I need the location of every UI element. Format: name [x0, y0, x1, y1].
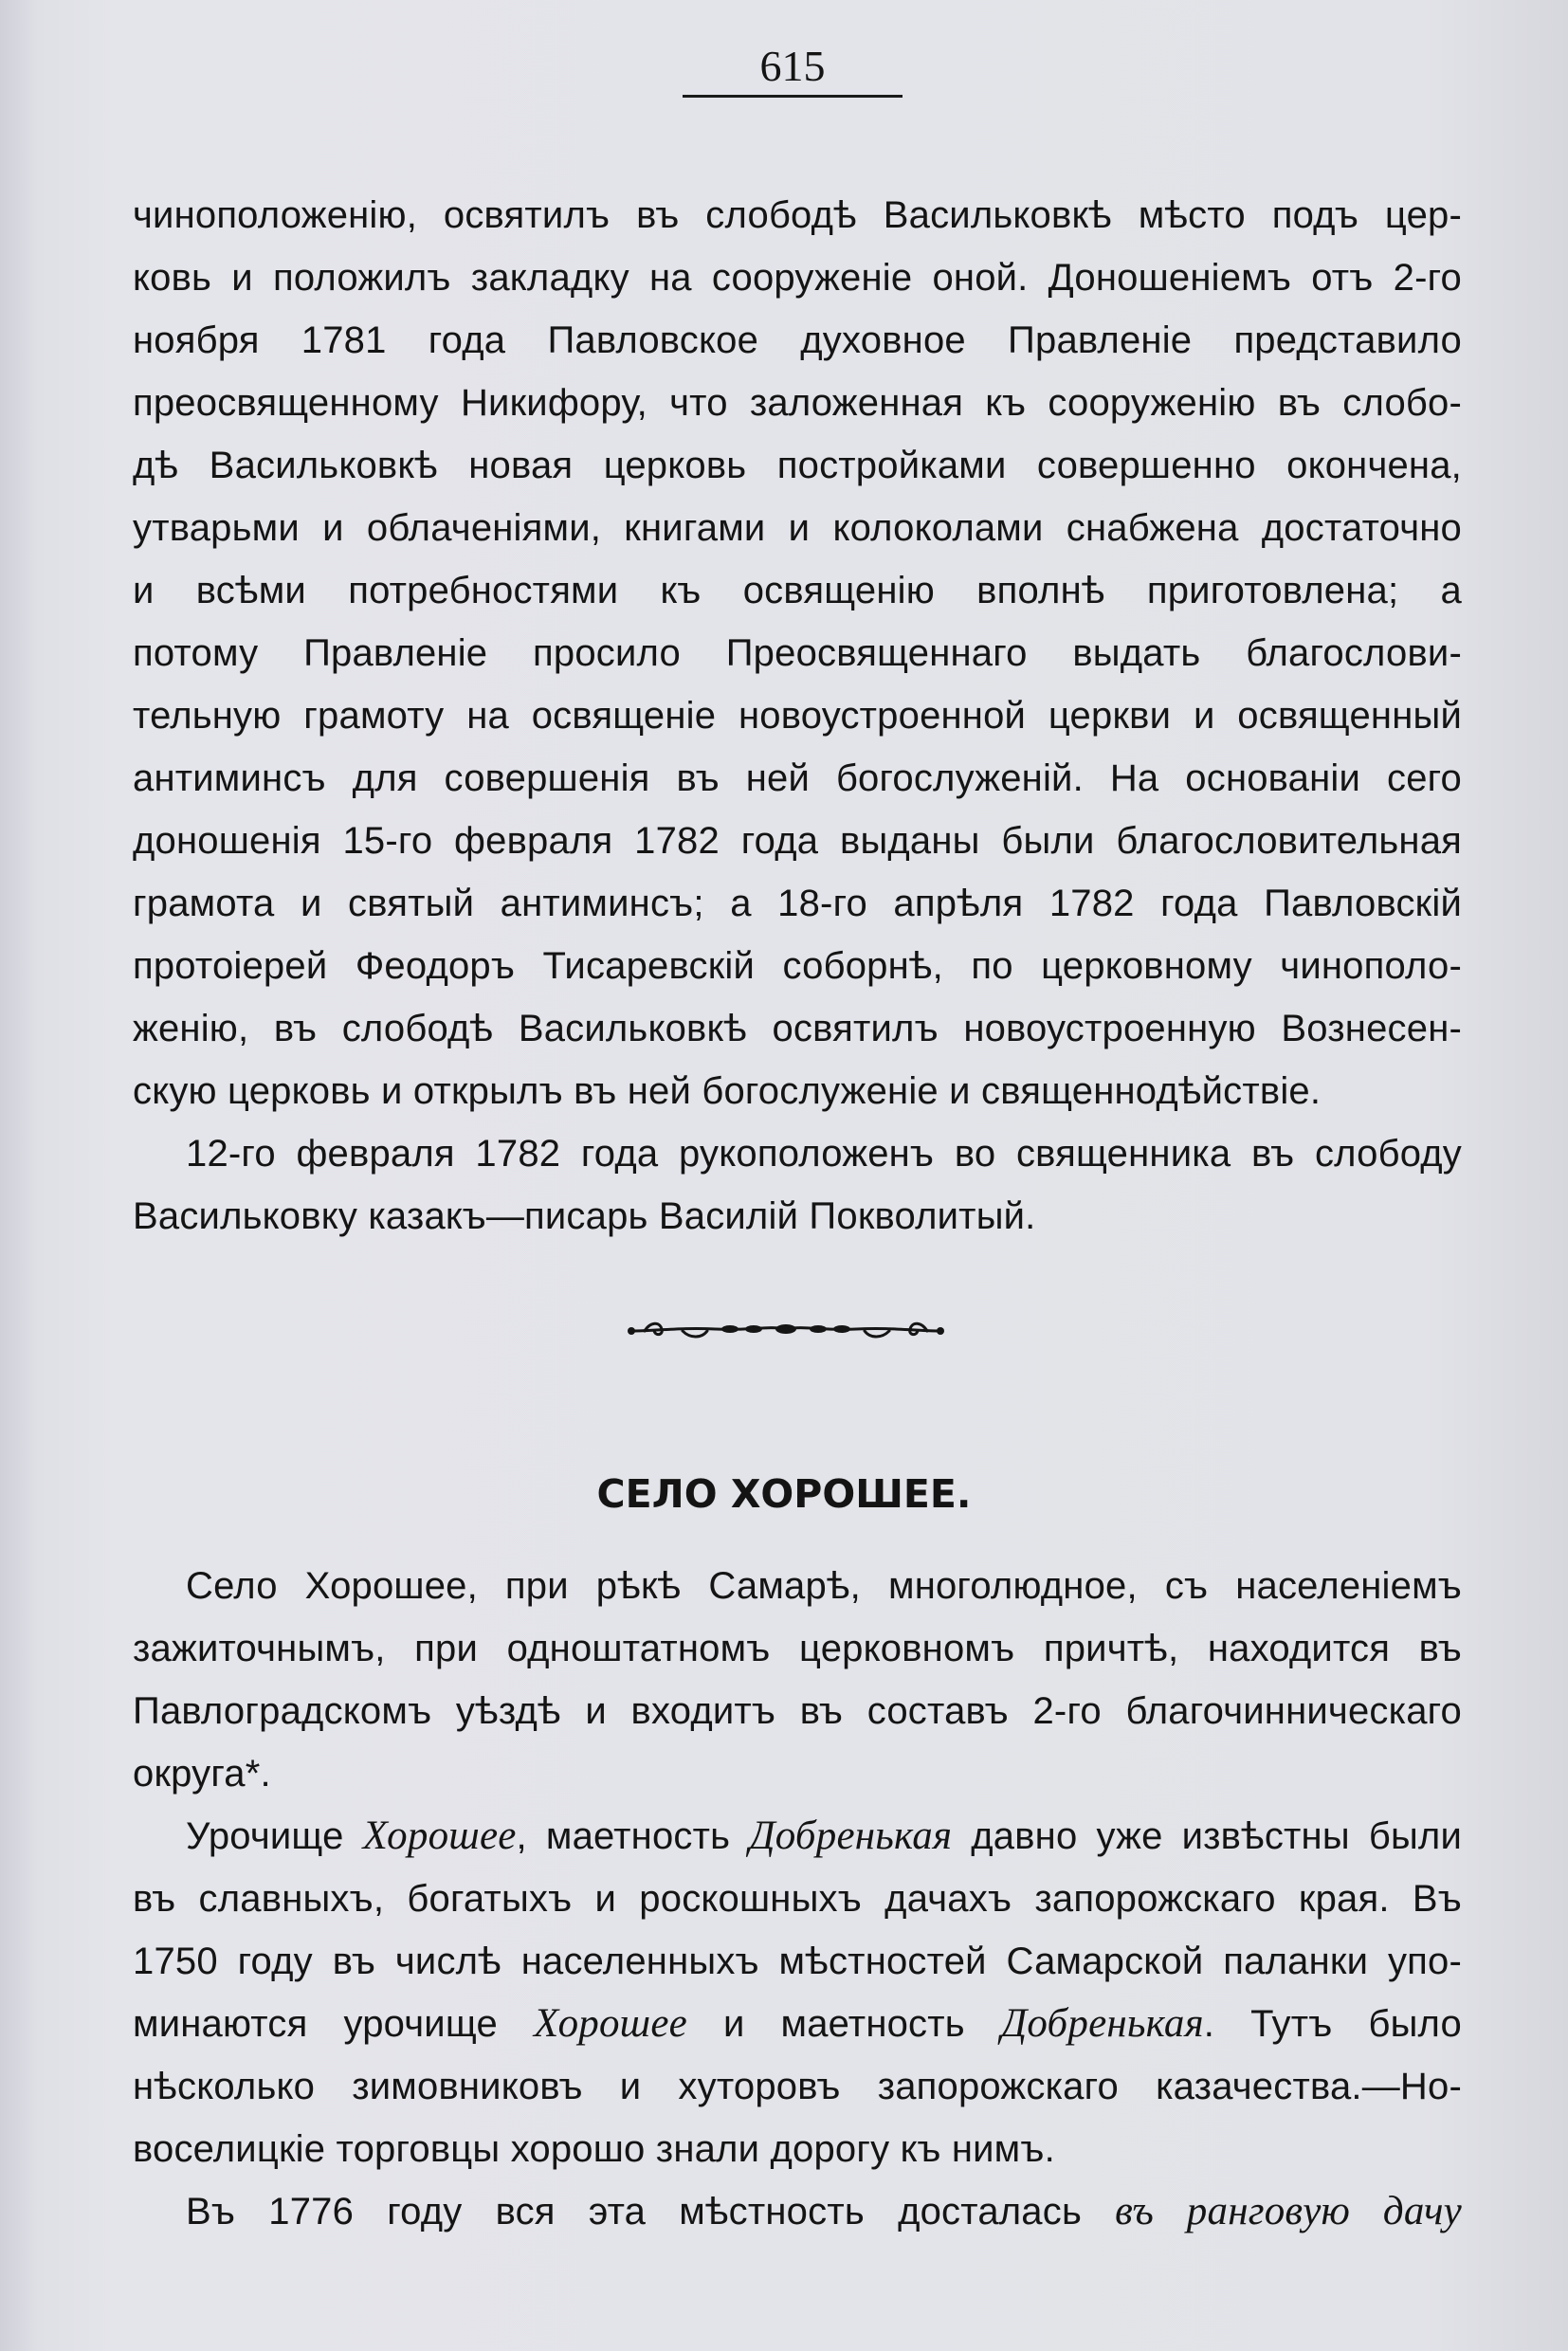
text-run: Урочище [186, 1815, 363, 1857]
text-line: 1750 году въ числѣ населенныхъ мѣстностей Самарской паланки упо- [133, 1941, 1462, 1982]
text-line: скую церковь и открылъ въ ней богослуженіе и священнодѣйствіе. [133, 1070, 1322, 1112]
text-run: минаются урочище [133, 2003, 534, 2045]
text-line: чиноположенію, освятилъ въ слободѣ Васильковкѣ мѣсто подъ цер- [133, 194, 1462, 236]
text-line: округа*. [133, 1753, 271, 1795]
text-run: , маетность [516, 1815, 750, 1857]
ornament-divider-icon [626, 1308, 946, 1350]
text-block-bottom [133, 1555, 1462, 2243]
italic-place-name: Добренькая [749, 1813, 953, 1858]
text-line: протоіерей Феодоръ Тисаревскій соборнѣ, по церковному чинополо- [133, 945, 1462, 987]
text-run: . Тутъ было [1203, 2003, 1462, 2045]
text-line: 12-го февраля 1782 года рукоположенъ во священника въ слободу [186, 1133, 1462, 1175]
text-line: Павлоградскомъ уѣздѣ и входитъ въ составъ 2-го благочинническаго [133, 1690, 1462, 1732]
text-line: потому Правленіе просило Преосвященнаго выдать благослови- [133, 632, 1462, 674]
italic-phrase: въ ранговую дачу [1115, 2189, 1462, 2233]
text-line [133, 2180, 1462, 2243]
text-run: давно уже извѣстны были [952, 1815, 1462, 1857]
page-number: 615 [759, 42, 826, 90]
text-line: тельную грамоту на освященіе новоустроенной церкви и освященный [133, 695, 1462, 737]
text-line: доношенія 15-го февраля 1782 года выданы были благословительная [133, 820, 1462, 862]
text-run: и маетность [686, 2003, 1001, 2045]
text-line: Васильковку казакъ—писарь Василій Покволитый. [133, 1195, 1036, 1237]
text-run: Въ 1776 году вся эта мѣстность досталась [186, 2191, 1116, 2233]
text-line: дѣ Васильковкѣ новая церковь постройками совершенно окончена, [133, 445, 1462, 486]
text-line: утварьми и облаченіями, книгами и колоколами снабжена достаточно [133, 507, 1462, 549]
italic-place-name: Хорошее [533, 2001, 687, 2046]
text-line: грамота и святый антиминсъ; а 18-го апрѣля 1782 года Павловскій [133, 883, 1462, 924]
italic-place-name: Добренькая [1000, 2001, 1204, 2046]
text-line: въ славныхъ, богатыхъ и роскошныхъ дачахъ запорожскаго края. Въ [133, 1878, 1462, 1920]
text-line: нѣсколько зимовниковъ и хуторовъ запорожскаго казачества.—Но- [133, 2066, 1462, 2107]
text-line: ноября 1781 года Павловское духовное Правленіе представило [133, 319, 1462, 361]
text-line: ковь и положилъ закладку на сооруженіе оной. Доношеніемъ отъ 2-го [133, 257, 1462, 299]
text-line: Село Хорошее, при рѣкѣ Самарѣ, многолюдное, съ населеніемъ [186, 1565, 1462, 1607]
italic-place-name: Хорошее [362, 1813, 517, 1858]
text-line [133, 1805, 1462, 1868]
text-line: женію, въ слободѣ Васильковкѣ освятилъ новоустроенную Вознесен- [133, 1008, 1462, 1049]
section-title: СЕЛО ХОРОШЕЕ. [596, 1471, 972, 1517]
text-line: зажиточнымъ, при одноштатномъ церковномъ причтѣ, находится въ [133, 1628, 1462, 1669]
text-line: преосвященному Никифору, что заложенная къ сооруженію въ слобо- [133, 382, 1462, 424]
page-number-rule [683, 95, 903, 98]
text-line: и всѣми потребностями къ освященію вполнѣ приготовлена; а [133, 570, 1462, 611]
text-line: антиминсъ для совершенія въ ней богослуженій. На основаніи сего [133, 757, 1462, 799]
text-block-top [133, 184, 1462, 1248]
text-line [133, 1993, 1462, 2055]
text-line: воселицкіе торговцы хорошо знали дорогу къ нимъ. [133, 2128, 1055, 2170]
